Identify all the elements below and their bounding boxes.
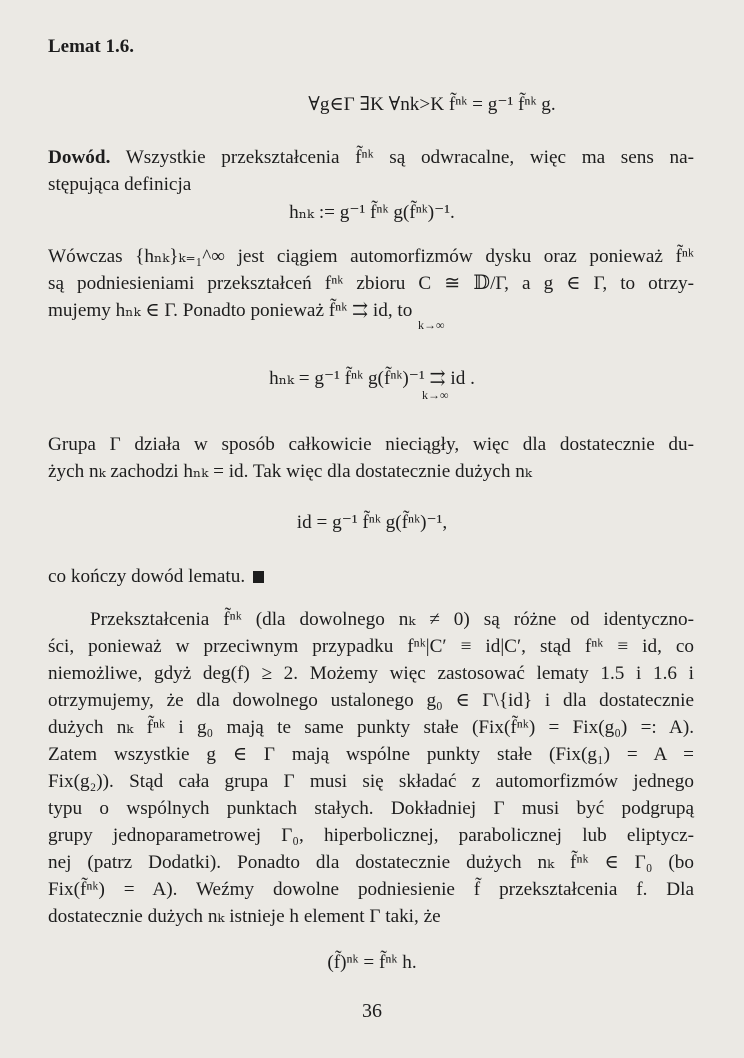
page-number: 36: [362, 1000, 382, 1022]
proof-end-text: co kończy dowód lematu.: [48, 566, 246, 587]
proof-line-7: żych nₖ zachodzi hₙₖ = id. Tak więc dla dostatecznie dużych nₖ: [48, 461, 532, 482]
formula-h-definition: hₙₖ := g⁻¹ f̃ⁿᵏ g(f̃ⁿᵏ)⁻¹.: [289, 202, 455, 223]
para2-line-8: typu o wspólnych punktach stałych. Dokładniej Γ musi być podgrupą: [48, 798, 694, 819]
para2-line-5: dużych nₖ f̃ⁿᵏ i g₀ mają te same punkty stałe (Fix(f̃ⁿᵏ) = Fix(g₀) =: A).: [48, 717, 694, 738]
para2-line-10: nej (patrz Dodatki). Ponadto dla dostatecznie dużych nₖ f̃ⁿᵏ ∈ Γ₀ (bo: [48, 852, 694, 873]
proof-label: Dowód.: [48, 147, 111, 168]
proof-text-1: Wszystkie przekształcenia f̃ⁿᵏ są odwracalne, więc ma sens na-: [125, 147, 694, 168]
para2-line-9: grupy jednoparametrowej Γ₀, hiperbolicznej, parabolicznej lub eliptycz-: [48, 825, 694, 846]
para2-line-11: Fix(f̃ⁿᵏ) = A). Weźmy dowolne podniesienie f̃ przekształcenia f. Dla: [48, 879, 694, 900]
para2-line-4: otrzymujemy, że dla dowolnego ustalonego g₀ ∈ Γ\{id} i dla dostatecznie: [48, 690, 694, 711]
proof-line-1: [48, 145, 694, 171]
formula-id: id = g⁻¹ f̃ⁿᵏ g(f̃ⁿᵏ)⁻¹,: [296, 512, 448, 533]
arrow-subscript-2: k→∞: [422, 388, 449, 402]
lemma-formula: ∀g∈Γ ∃K ∀nk>K f̃ⁿᵏ = g⁻¹ f̃ⁿᵏ g.: [308, 94, 556, 115]
para2-line-1: Przekształcenia f̃ⁿᵏ (dla dowolnego nₖ ≠ 0) są różne od identyczno-: [90, 609, 694, 630]
para2-line-3: niemożliwe, gdyż deg(f) ≥ 2. Możemy więc zastosować lematy 1.5 i 1.6 i: [48, 663, 694, 684]
proof-line-4: są podniesieniami przekształceń fⁿᵏ zbioru C ≅ 𝔻/Γ, a g ∈ Γ, to otrzy-: [48, 273, 694, 294]
formula-final: (f̃)ⁿᵏ = f̃ⁿᵏ h.: [327, 952, 417, 973]
para2-line-12: dostatecznie dużych nₖ istnieje h element Γ taki, że: [48, 906, 441, 927]
proof-line-5: mujemy hₙₖ ∈ Γ. Ponadto ponieważ f̃ⁿᵏ ⇉ id, to: [48, 300, 413, 321]
proof-end-line: [48, 564, 694, 590]
lemma-title: Lemat 1.6.: [48, 36, 135, 57]
para2-line-2: ści, ponieważ w przeciwnym przypadku fⁿᵏ|C′ ≡ id|C′, stąd fⁿᵏ ≡ id, co: [48, 636, 694, 657]
proof-line-3: Wówczas {hₙₖ}ₖ₌₁^∞ jest ciągiem automorfizmów dysku oraz ponieważ f̃ⁿᵏ: [48, 246, 694, 267]
para2-line-7: Fix(g₂)). Stąd cała grupa Γ musi się składać z automorfizmów jednego: [48, 771, 694, 792]
arrow-subscript-1: k→∞: [418, 318, 445, 332]
qed-square-icon: [253, 571, 264, 583]
proof-line-2: stępująca definicja: [48, 174, 192, 195]
proof-line-6: Grupa Γ działa w sposób całkowicie nieciągły, więc dla dostatecznie du-: [48, 434, 694, 455]
formula-convergence: hₙₖ = g⁻¹ f̃ⁿᵏ g(f̃ⁿᵏ)⁻¹ ⇉ id .: [269, 368, 475, 389]
para2-line-6: Zatem wszystkie g ∈ Γ mają wspólne punkty stałe (Fix(g₁) = A =: [48, 744, 694, 765]
